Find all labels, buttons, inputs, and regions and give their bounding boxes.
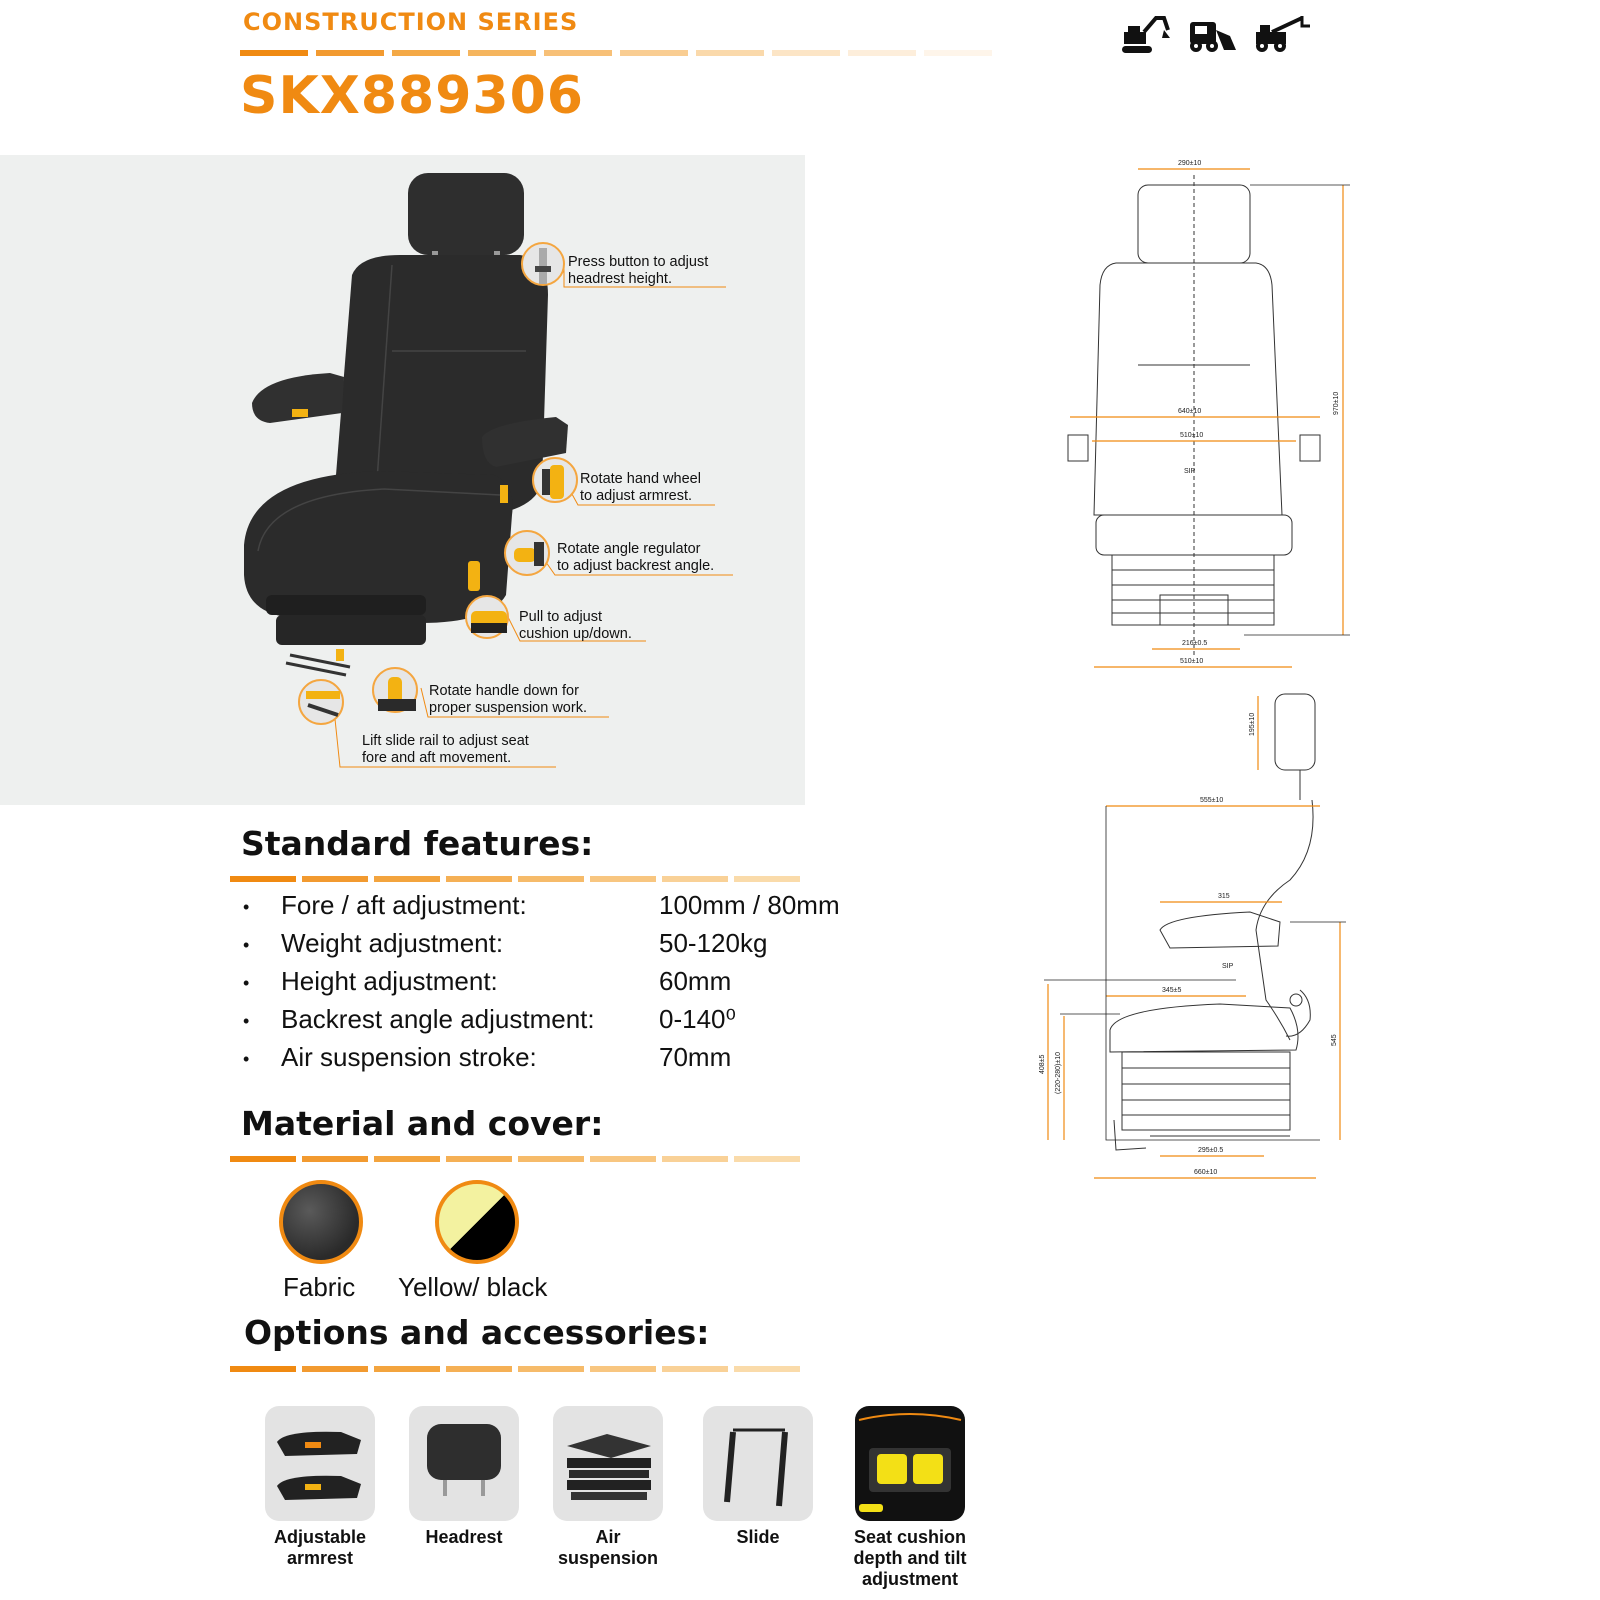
option-label-slide [688,1527,828,1548]
callout-line-1: Rotate hand wheel [580,471,701,487]
dim-sip: SIP [1184,468,1196,475]
series-divider [240,50,992,56]
callout-line-2: to adjust backrest angle. [557,558,715,574]
bullet-icon: • [243,897,250,917]
bullet-icon: • [243,935,250,955]
callout-line-2: proper suspension work. [429,700,587,716]
option-label-line: Seat cushion [853,1527,967,1547]
dim-base-depth: 660±10 [1194,1169,1218,1176]
option-label-line: Adjustable [273,1527,366,1547]
callout-line-2: cushion up/down. [519,626,632,642]
dim-armrest-length: 315 [1218,893,1230,900]
front-view-drawing [1060,155,1370,685]
bullet-icon: • [243,973,250,993]
feature-value-fore-aft: 100mm / 80mm [659,890,840,920]
side-view-drawing [1039,690,1370,1200]
dim-sip: SIP [1222,963,1234,970]
option-adjustable-armrest[interactable] [265,1406,375,1521]
material-divider [230,1156,800,1162]
machine-icons [1120,12,1320,56]
standard-features-divider [230,876,800,882]
feature-value-weight: 50-120kg [659,928,768,958]
callout-backrest [557,541,714,575]
option-label-armrest [250,1527,390,1569]
option-label-line: adjustment [861,1569,958,1589]
dim-cushion-depth: 345±5 [1162,987,1182,994]
feature-value-air-suspension: 70mm [659,1042,732,1072]
callout-icon-slide-rail [298,679,344,725]
dim-backrest-width: 510±10 [1180,432,1204,439]
dim-height-range: (220-280)±10 [1055,1052,1062,1094]
feature-label-backrest-angle: Backrest angle adjustment: [281,1004,595,1034]
option-headrest[interactable] [409,1406,519,1521]
option-label-line: Air [595,1527,621,1547]
option-slide[interactable] [703,1406,813,1521]
armrest-icon [265,1406,375,1521]
feature-label-weight: Weight adjustment: [281,928,504,958]
dim-base-width: 510±10 [1180,658,1204,665]
callout-line-1: Pull to adjust [519,609,603,625]
callout-headrest [568,254,708,288]
yellow-black-swatch[interactable] [435,1180,519,1264]
dim-armrest-height: 545 [1331,1034,1338,1046]
dim-armrest-span: 640±10 [1178,408,1202,415]
seat-photo-panel [0,155,805,805]
dim-headrest-height: 195±10 [1249,712,1256,736]
callout-suspension [429,683,587,717]
fabric-swatch[interactable] [279,1180,363,1264]
skid-steer-loader-icon [1190,22,1236,52]
option-label-line: armrest [286,1548,354,1568]
yellow-black-label: Yellow/ black [398,1272,548,1302]
feature-value-backrest-angle: 0-140⁰ [659,1004,736,1034]
callout-cushion [519,609,632,643]
cushion-adjust-icon [855,1406,965,1521]
option-label-headrest [394,1527,534,1548]
fabric-label: Fabric [283,1272,356,1302]
callout-slide-rail [362,733,529,767]
headrest-shape [408,173,524,255]
dim-rail-spacing: 216±0.5 [1182,640,1208,647]
bullet-icon: • [243,1011,250,1031]
options-heading: Options and accessories: [244,1313,710,1352]
callout-icon-suspension-handle [372,667,418,713]
option-label-seat-cushion [830,1527,990,1590]
air-suspension-icon [553,1406,663,1521]
slide-rail-icon [703,1406,813,1521]
callout-icon-armrest-wheel [532,457,578,503]
callout-line-1: Press button to adjust [568,254,709,270]
dim-overall-depth: 555±10 [1200,797,1224,804]
callout-line-1: Rotate angle regulator [557,541,701,557]
dim-overall-height: 970±10 [1333,391,1340,415]
option-label-line: Headrest [425,1527,503,1547]
callout-icon-backrest-regulator [504,530,550,576]
bullet-icon: • [243,1049,250,1069]
callout-line-1: Rotate handle down for [429,683,579,699]
dim-headrest-width: 290±10 [1178,160,1202,167]
feature-label-height: Height adjustment: [281,966,498,996]
feature-label-fore-aft: Fore / aft adjustment: [281,890,527,920]
standard-features-heading: Standard features: [241,824,594,863]
option-label-line: depth and tilt [853,1548,967,1568]
option-seat-cushion-depth-tilt[interactable] [855,1406,965,1521]
series-label: CONSTRUCTION SERIES [243,8,579,36]
suspension-shape [276,615,426,645]
callout-line-2: to adjust armrest. [580,488,693,504]
dim-rail-length: 295±0.5 [1198,1147,1224,1154]
option-label-air-suspension [538,1527,678,1569]
callout-line-1: Lift slide rail to adjust seat [362,733,529,749]
option-label-line: suspension [557,1548,659,1568]
callout-armrest [580,471,701,505]
feature-value-height: 60mm [659,966,732,996]
model-number: SKX889306 [240,66,584,126]
callout-line-2: fore and aft movement. [362,750,512,766]
excavator-icon [1122,18,1170,53]
options-divider [230,1366,800,1372]
material-heading: Material and cover: [241,1104,604,1143]
dim-sip-height: 408±5 [1039,1054,1046,1074]
callout-line-2: headrest height. [568,271,672,287]
headrest-icon [409,1406,519,1521]
feature-label-air-suspension: Air suspension stroke: [281,1042,537,1072]
callout-icon-cushion-lever [465,595,509,639]
telehandler-icon [1256,16,1310,52]
callout-icon-headrest-button [521,242,565,286]
option-label-line: Slide [736,1527,780,1547]
option-air-suspension[interactable] [553,1406,663,1521]
